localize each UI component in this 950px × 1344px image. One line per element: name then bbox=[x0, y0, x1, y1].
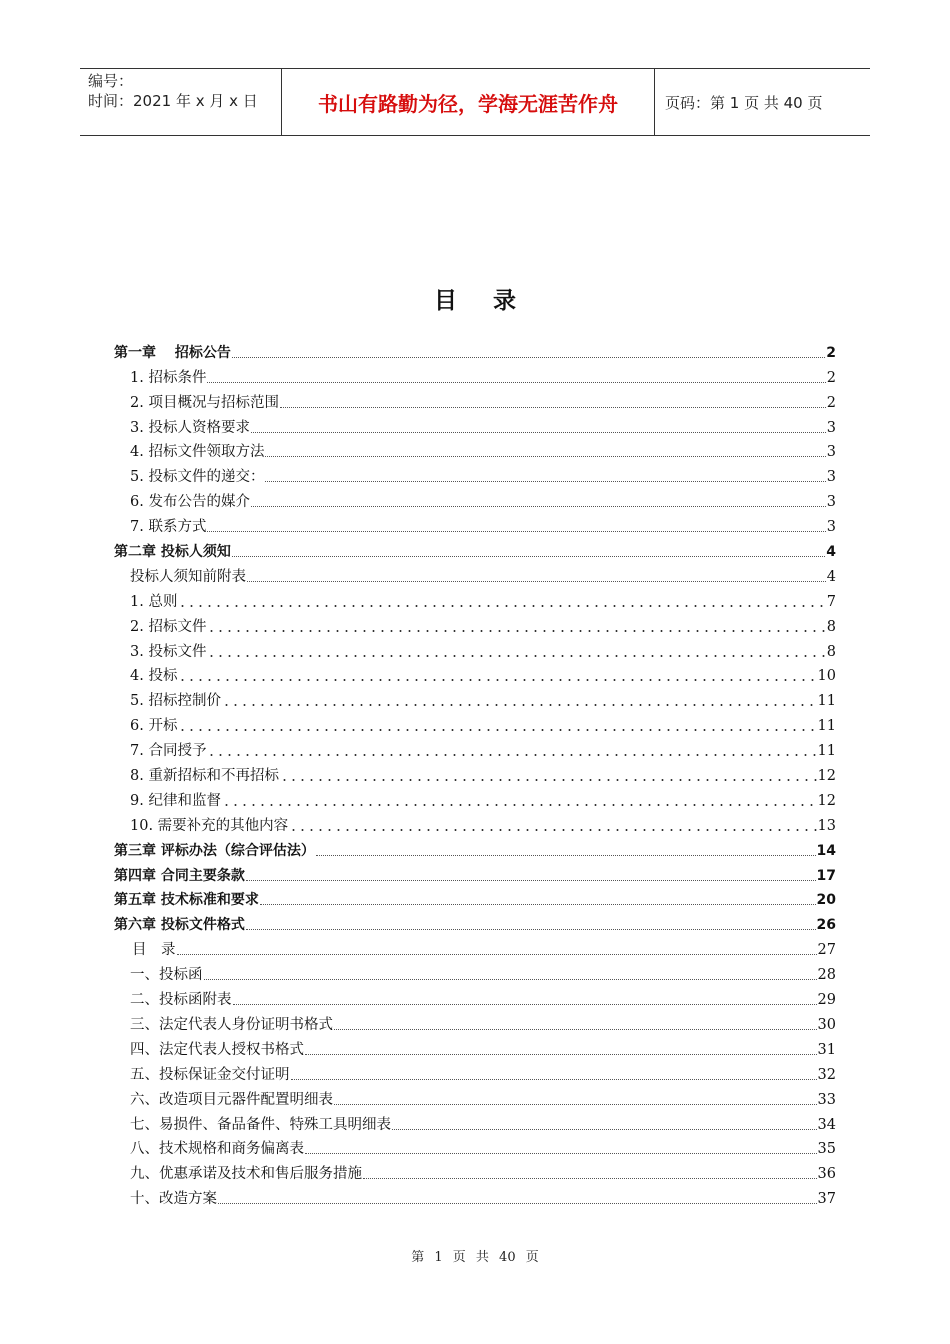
toc-dot-leader bbox=[291, 1078, 817, 1080]
toc-entry-label: 九、优惠承诺及技术和售后服务措施 bbox=[130, 1166, 362, 1183]
toc-chapter-entry[interactable] bbox=[114, 860, 836, 885]
toc-dot-leader bbox=[178, 729, 816, 731]
toc-entry[interactable] bbox=[114, 437, 836, 462]
toc-dot-leader bbox=[265, 455, 825, 457]
toc-entry-page: 12 bbox=[817, 792, 836, 809]
toc-entry[interactable] bbox=[114, 561, 836, 586]
toc-entry-label: 5. 投标文件的递交： bbox=[130, 469, 265, 486]
toc-entry[interactable] bbox=[114, 461, 836, 486]
toc-dot-leader bbox=[334, 1028, 817, 1030]
toc-entry-page: 35 bbox=[817, 1141, 836, 1158]
toc-entry[interactable] bbox=[114, 1183, 836, 1208]
toc-entry-page: 13 bbox=[817, 817, 836, 834]
toc-entry-page: 29 bbox=[817, 992, 836, 1009]
page-footer: 第 1 页 共 40 页 bbox=[411, 1250, 539, 1265]
toc-dot-leader bbox=[392, 1128, 817, 1130]
toc-dot-leader bbox=[246, 928, 816, 930]
toc-entry-label: 第五章 技术标准和要求 bbox=[114, 892, 259, 909]
toc-entry-label: 7. 合同授予 bbox=[130, 743, 207, 760]
toc-dot-leader bbox=[204, 978, 817, 980]
toc-entry-label: 2. 项目概况与招标范围 bbox=[130, 394, 279, 411]
toc-entry-page: 36 bbox=[817, 1166, 836, 1183]
toc-entry-page: 8 bbox=[826, 643, 836, 660]
toc-entry[interactable] bbox=[114, 760, 836, 785]
toc-entry-label: 目 录 bbox=[132, 942, 176, 959]
toc-entry-label: 十、改造方案 bbox=[130, 1191, 217, 1208]
toc-entry-page: 33 bbox=[817, 1091, 836, 1108]
toc-entry-page: 4 bbox=[826, 568, 836, 585]
toc-dot-leader bbox=[251, 505, 826, 507]
toc-entry-page: 11 bbox=[817, 718, 836, 735]
toc-chapter-entry[interactable] bbox=[114, 337, 836, 362]
toc-entry-label: 七、易损件、备品备件、特殊工具明细表 bbox=[130, 1116, 391, 1133]
toc-dot-leader bbox=[207, 655, 825, 657]
toc-entry-label: 第六章 投标文件格式 bbox=[114, 917, 245, 934]
toc-entry[interactable] bbox=[114, 1109, 836, 1134]
toc-dot-leader bbox=[305, 1053, 817, 1055]
toc-dot-leader bbox=[207, 630, 825, 632]
toc-dot-leader bbox=[218, 1202, 817, 1204]
toc-entry-page: 11 bbox=[817, 743, 836, 760]
toc-entry-label: 7. 联系方式 bbox=[130, 519, 207, 536]
header-meta bbox=[80, 69, 282, 135]
toc-dot-leader bbox=[207, 381, 825, 383]
toc-entry[interactable] bbox=[114, 362, 836, 387]
toc-entry-page: 31 bbox=[817, 1041, 836, 1058]
toc-entry-page: 32 bbox=[817, 1066, 836, 1083]
toc-entry-label: 8. 重新招标和不再招标 bbox=[130, 768, 279, 785]
toc-title: 目录 bbox=[434, 288, 552, 314]
toc-entry[interactable] bbox=[114, 735, 836, 760]
toc-dot-leader bbox=[222, 704, 817, 706]
toc-entry-page: 10 bbox=[817, 668, 836, 685]
toc-entry-page: 12 bbox=[817, 768, 836, 785]
toc-chapter-entry[interactable] bbox=[114, 885, 836, 910]
toc-entry[interactable] bbox=[114, 934, 836, 959]
toc-entry-label: 4. 招标文件领取方法 bbox=[130, 444, 265, 461]
toc-entry-label: 三、法定代表人身份证明书格式 bbox=[130, 1016, 333, 1033]
toc-entry-label: 6. 开标 bbox=[130, 718, 178, 735]
toc-entry-page: 2 bbox=[826, 394, 836, 411]
toc-entry-label: 6. 发布公告的媒介 bbox=[130, 494, 250, 511]
toc-entry-label: 第四章 合同主要条款 bbox=[114, 867, 245, 884]
toc-entry-label: 3. 投标人资格要求 bbox=[130, 419, 250, 436]
toc-entry[interactable] bbox=[114, 1059, 836, 1084]
toc-entry[interactable] bbox=[114, 984, 836, 1009]
toc-entry[interactable] bbox=[114, 1158, 836, 1183]
toc-dot-leader bbox=[289, 829, 816, 831]
toc-entry-page: 11 bbox=[817, 693, 836, 710]
toc-entry[interactable] bbox=[114, 387, 836, 412]
toc-dot-leader bbox=[260, 903, 816, 905]
toc-entry-page: 37 bbox=[817, 1191, 836, 1208]
toc-dot-leader bbox=[247, 580, 826, 582]
toc-entry-label: 1. 总则 bbox=[130, 593, 178, 610]
toc-entry[interactable] bbox=[114, 1034, 836, 1059]
toc-entry-label: 四、法定代表人授权书格式 bbox=[130, 1041, 304, 1058]
toc-entry-label: 五、投标保证金交付证明 bbox=[130, 1066, 290, 1083]
toc-entry-page: 3 bbox=[826, 419, 836, 436]
page-header bbox=[80, 68, 870, 136]
toc-entry-label: 第二章 投标人须知 bbox=[114, 544, 231, 561]
toc-entry[interactable] bbox=[114, 661, 836, 686]
toc-entry-page: 8 bbox=[826, 618, 836, 635]
document-number-label: 编号： bbox=[88, 72, 134, 90]
toc-dot-leader bbox=[363, 1177, 817, 1179]
toc-entry-label: 2. 招标文件 bbox=[130, 618, 207, 635]
toc-entry[interactable] bbox=[114, 486, 836, 511]
toc-dot-leader bbox=[178, 679, 816, 681]
toc-chapter-entry[interactable] bbox=[114, 835, 836, 860]
document-time-label: 时间：2021 年 x 月 x 日 bbox=[88, 92, 258, 110]
toc-entry-label: 10. 需要补充的其他内容 bbox=[130, 817, 289, 834]
toc-entry-page: 14 bbox=[816, 842, 836, 859]
toc-entry-label: 投标人须知前附表 bbox=[130, 568, 246, 585]
toc-dot-leader bbox=[233, 1003, 817, 1005]
toc-entry[interactable] bbox=[114, 685, 836, 710]
header-page-info: 页码：第 1 页 共 40 页 bbox=[665, 93, 823, 112]
toc-dot-leader bbox=[246, 879, 816, 881]
toc-dot-leader bbox=[232, 555, 825, 557]
toc-dot-leader bbox=[280, 779, 817, 781]
toc-entry[interactable] bbox=[114, 412, 836, 437]
header-motto: 书山有路勤为径，学海无涯苦作舟 bbox=[282, 69, 655, 135]
toc-entry-label: 第一章 招标公告 bbox=[114, 344, 231, 361]
toc-entry[interactable] bbox=[114, 511, 836, 536]
toc-entry[interactable] bbox=[114, 785, 836, 810]
toc-entry[interactable] bbox=[114, 959, 836, 984]
toc-chapter-entry[interactable] bbox=[114, 536, 836, 561]
toc-entry[interactable] bbox=[114, 636, 836, 661]
toc-dot-leader bbox=[177, 953, 817, 955]
toc-entry-label: 5. 招标控制价 bbox=[130, 693, 221, 710]
toc-entry-page: 7 bbox=[826, 593, 836, 610]
toc-entry-page: 20 bbox=[816, 892, 836, 909]
toc-entry-page: 3 bbox=[826, 444, 836, 461]
toc-entry-page: 3 bbox=[826, 469, 836, 486]
toc-entry-page: 28 bbox=[817, 967, 836, 984]
toc-entry-page: 26 bbox=[816, 917, 836, 934]
toc-dot-leader bbox=[305, 1152, 817, 1154]
toc-entry-page: 3 bbox=[826, 519, 836, 536]
toc-dot-leader bbox=[178, 605, 825, 607]
toc-entry-page: 2 bbox=[826, 369, 836, 386]
toc-entry-label: 六、改造项目元器件配置明细表 bbox=[130, 1091, 333, 1108]
toc-dot-leader bbox=[222, 804, 817, 806]
toc-entry-label: 9. 纪律和监督 bbox=[130, 792, 221, 809]
table-of-contents bbox=[114, 337, 836, 1208]
toc-dot-leader bbox=[207, 754, 816, 756]
toc-chapter-entry[interactable] bbox=[114, 909, 836, 934]
toc-entry[interactable] bbox=[114, 1134, 836, 1159]
toc-entry-page: 34 bbox=[817, 1116, 836, 1133]
toc-entry-label: 4. 投标 bbox=[130, 668, 178, 685]
toc-entry-label: 第三章 评标办法（综合评估法） bbox=[114, 842, 315, 859]
toc-entry-label: 八、技术规格和商务偏离表 bbox=[130, 1141, 304, 1158]
toc-dot-leader bbox=[207, 530, 825, 532]
toc-dot-leader bbox=[280, 406, 826, 408]
toc-entry-page: 27 bbox=[817, 942, 836, 959]
toc-dot-leader bbox=[232, 356, 825, 358]
toc-entry[interactable] bbox=[114, 1009, 836, 1034]
toc-entry[interactable] bbox=[114, 710, 836, 735]
toc-entry-page: 17 bbox=[816, 867, 836, 884]
toc-entry-page: 3 bbox=[826, 494, 836, 511]
toc-dot-leader bbox=[251, 431, 826, 433]
toc-entry[interactable] bbox=[114, 810, 836, 835]
toc-entry-page: 2 bbox=[826, 344, 836, 361]
toc-entry-label: 1. 招标条件 bbox=[130, 369, 207, 386]
toc-entry[interactable] bbox=[114, 586, 836, 611]
toc-entry-page: 4 bbox=[826, 544, 836, 561]
toc-dot-leader bbox=[334, 1103, 817, 1105]
toc-dot-leader bbox=[265, 480, 825, 482]
toc-entry-label: 3. 投标文件 bbox=[130, 643, 207, 660]
toc-entry-label: 二、投标函附表 bbox=[130, 992, 232, 1009]
toc-entry[interactable] bbox=[114, 611, 836, 636]
toc-dot-leader bbox=[316, 854, 816, 856]
toc-entry[interactable] bbox=[114, 1084, 836, 1109]
toc-entry-page: 30 bbox=[817, 1016, 836, 1033]
toc-entry-label: 一、投标函 bbox=[130, 967, 203, 984]
